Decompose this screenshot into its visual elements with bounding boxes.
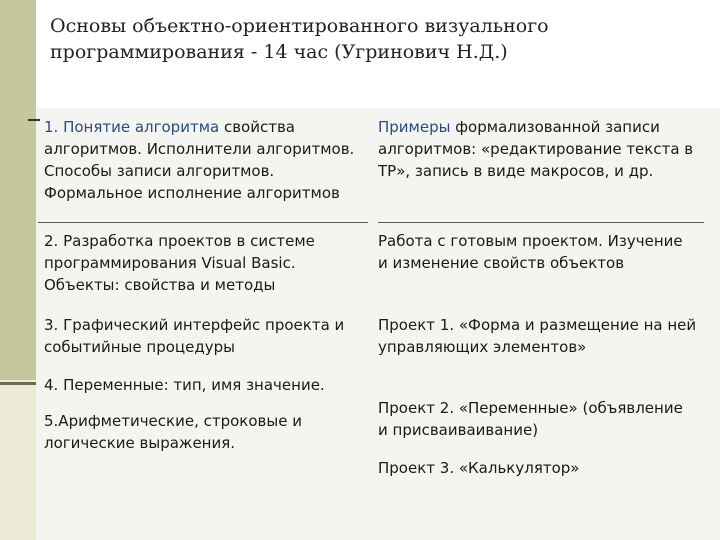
left-horizontal-rule xyxy=(0,382,36,385)
row-4-topic: 4. Переменные: тип, имя значение. xyxy=(44,376,325,394)
row-2-topic: 2. Разработка проектов в системе программирования Visual Basic. Объекты: свойства и методы xyxy=(44,232,315,294)
row-1-topic-heading: 1. Понятие алгоритма xyxy=(44,118,220,136)
row-3-practice: Проект 1. «Форма и размещение на ней управляющих элементов» xyxy=(378,316,697,356)
left-band-lower xyxy=(0,380,36,540)
row-3-topic: 3. Графический интерфейс проекта и событийные процедуры xyxy=(44,316,345,356)
row-5-topic: 5.Арифметические, строковые и логические выражения. xyxy=(44,412,302,452)
row-2-practice: Работа с готовым проектом. Изучение и изменение свойств объектов xyxy=(378,232,683,272)
row-1-topic xyxy=(44,116,366,204)
row-6-practice: Проект 3. «Калькулятор» xyxy=(378,459,580,477)
title-underline-mark xyxy=(28,119,40,121)
row-1-topic-text: свойства алгоритмов. Исполнители алгоритмов. Способы записи алгоритмов. Формальное исполнение алгоритмов xyxy=(44,118,355,202)
slide-title: Основы объектно-ориентированного визуального программирования - 14 час (Угринович Н.Д.) xyxy=(50,15,549,63)
row-5-practice: Проект 2. «Переменные» (объявление и присваиваивание) xyxy=(378,399,683,439)
row-1-practice-heading: Примеры xyxy=(378,118,451,136)
row-1-practice-text: формализованной записи алгоритмов: «редактирование текста в ТР», запись в виде макросов, и др. xyxy=(378,118,694,180)
row-1-practice xyxy=(378,116,698,182)
row-1-divider-right xyxy=(378,222,704,223)
row-1-divider-left xyxy=(38,222,368,223)
